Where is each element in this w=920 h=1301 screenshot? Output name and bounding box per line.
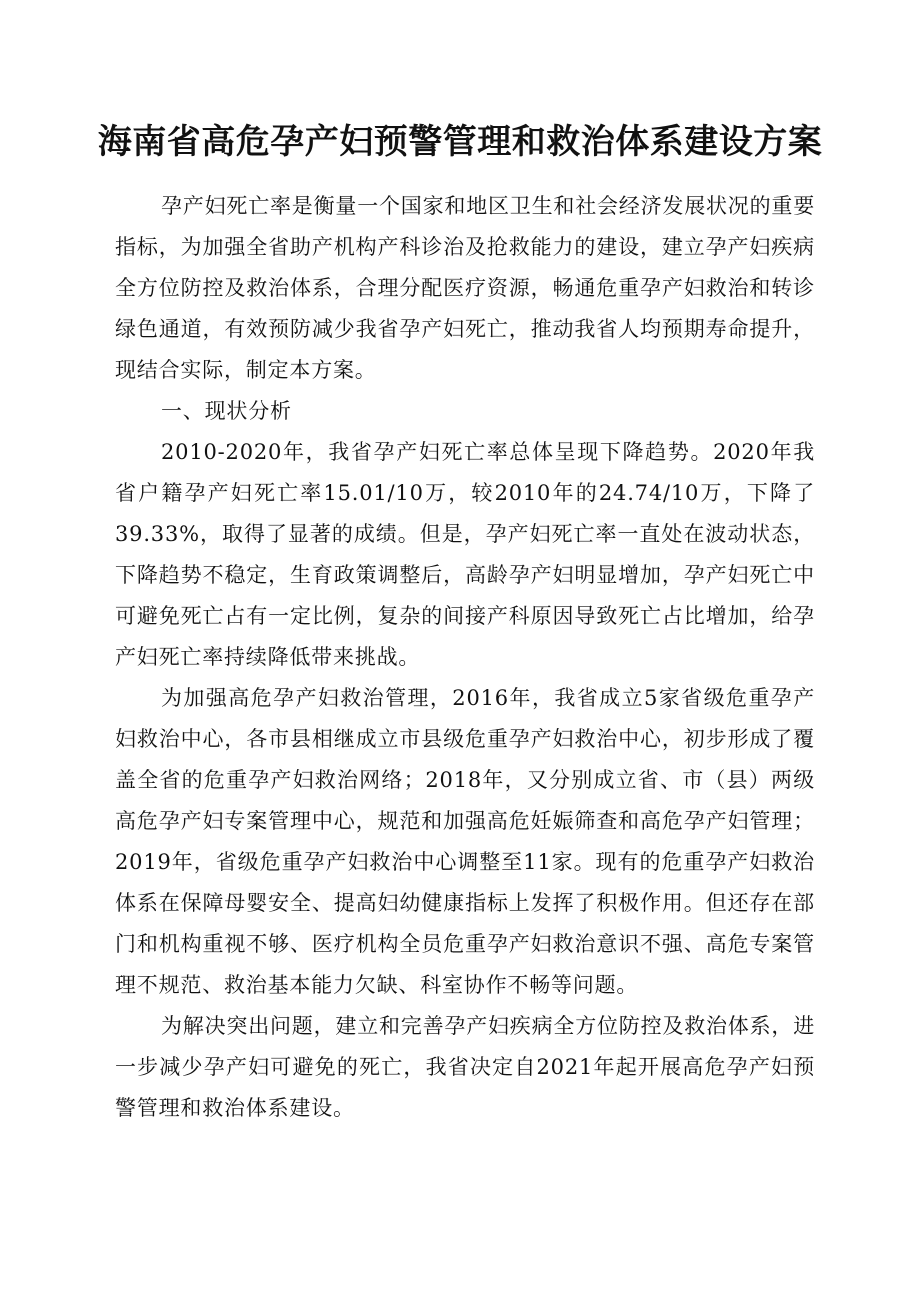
status-paragraph-trend: 2010-2020年，我省孕产妇死亡率总体呈现下降趋势。2020年我省户籍孕产妇死亡率15.01/10万，较2010年的24.74/10万，下降了39.33%，取得了显著的成绩。但是，孕产妇死亡率一直处在波动状态，下降趋势不稳定，生育政策调整后，高龄孕产妇明显增加，孕产妇死亡中可避免死亡占有一定比例，复杂的间接产科原因导致死亡占比增加，给孕产妇死亡率持续降低带来挑战。 — [115, 440, 815, 669]
document-body — [115, 186, 815, 1129]
section-heading-status-analysis: 一、现状分析 — [161, 399, 292, 423]
status-paragraph-decision: 为解决突出问题，建立和完善孕产妇疾病全方位防控及救治体系，进一步减少孕产妇可避免的死亡，我省决定自2021年起开展高危孕产妇预警管理和救治体系建设。 — [115, 1014, 815, 1120]
document-title: 海南省高危孕产妇预警管理和救治体系建设方案 — [97, 122, 823, 162]
intro-paragraph: 孕产妇死亡率是衡量一个国家和地区卫生和社会经济发展状况的重要指标，为加强全省助产机构产科诊治及抢救能力的建设，建立孕产妇疾病全方位防控及救治体系，合理分配医疗资源，畅通危重孕产妇救治和转诊绿色通道，有效预防减少我省孕产妇死亡，推动我省人均预期寿命提升，现结合实际，制定本方案。 — [115, 194, 815, 382]
status-paragraph-system: 为加强高危孕产妇救治管理，2016年，我省成立5家省级危重孕产妇救治中心，各市县相继成立市县级危重孕产妇救治中心，初步形成了覆盖全省的危重孕产妇救治网络；2018年，又分别成立省、市（县）两级高危孕产妇专案管理中心，规范和加强高危妊娠筛查和高危孕产妇管理；2019年，省级危重孕产妇救治中心调整至11家。现有的危重孕产妇救治体系在保障母婴安全、提高妇幼健康指标上发挥了积极作用。但还存在部门和机构重视不够、医疗机构全员危重孕产妇救治意识不强、高危专案管理不规范、救治基本能力欠缺、科室协作不畅等问题。 — [115, 686, 815, 997]
